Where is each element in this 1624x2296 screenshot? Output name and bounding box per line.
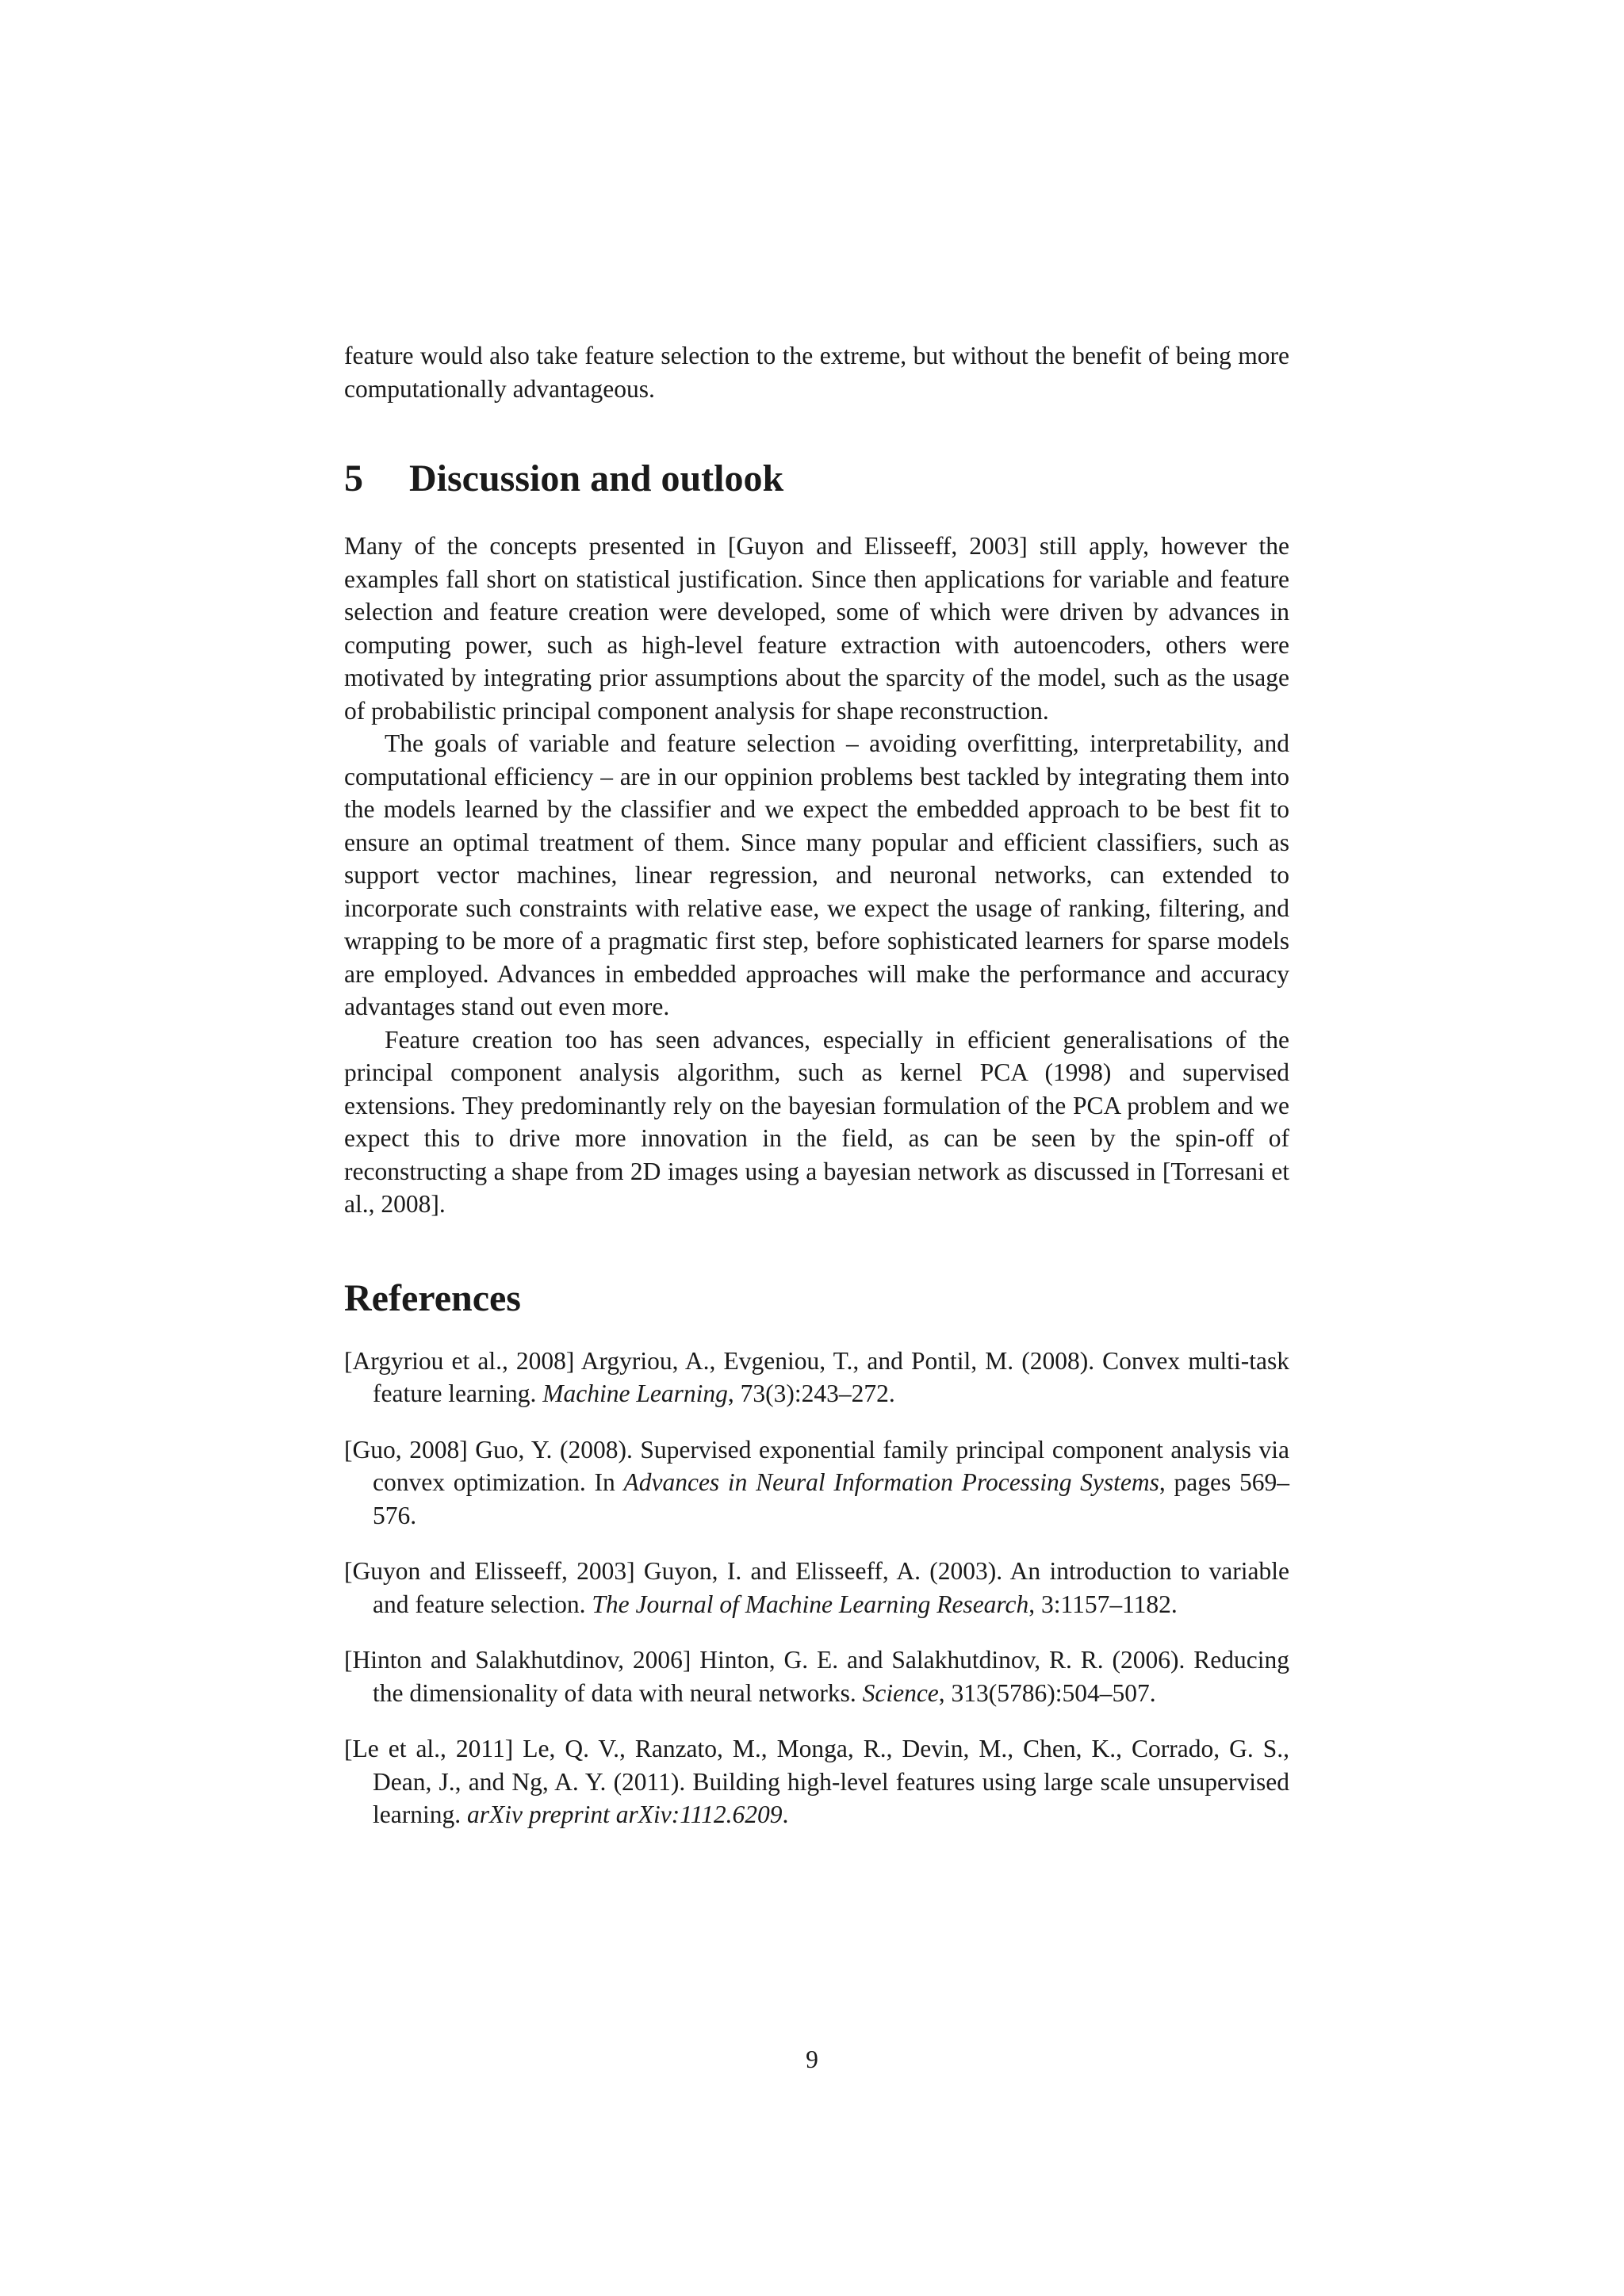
references-heading: References [344,1276,521,1319]
reference-details: , 313(5786):504–507. [938,1678,1156,1707]
intro-paragraph: feature would also take feature selection to the extreme, but without the benefit of being more computationally advantageous. [344,342,1289,403]
reference-details: . [782,1800,789,1828]
reference-list [344,1345,1289,1831]
paragraph: Feature creation too has seen advances, especially in efficient generalisations of the principal component analysis algorithm, such as kernel PCA (1998) and supervised extensions. They predominantly rely on the bayesian formulation of the PCA problem and we expect this to drive more innovation in the field, as can be seen by the spin-off of reconstructing a shape from 2D images using a bayesian network as discussed in [Torresani et al., 2008]. [344,1025,1289,1218]
reference-text: [Argyriou et al., 2008] Argyriou, A., Evgeniou, T., and Pontil, M. (2008). Convex multi-task feature learning. [344,1346,1289,1407]
reference-text: [Guyon and Elisseeff, 2003] Guyon, I. and Elisseeff, A. (2003). An introduction to variable and feature selection. [344,1557,1289,1618]
reference-item [344,1732,1289,1831]
reference-item [344,1345,1289,1410]
reference-text: [Guo, 2008] Guo, Y. (2008). Supervised exponential family principal component analysis via convex optimization. In [344,1435,1289,1496]
page-content [344,339,1289,1854]
page-number: 9 [806,2045,818,2073]
section-number: 5 [344,457,363,499]
reference-venue: Advances in Neural Information Processing Systems [623,1468,1159,1496]
reference-text: [Hinton and Salakhutdinov, 2006] Hinton, G. E. and Salakhutdinov, R. R. (2006). Reducing the dimensionality of data with neural networks. [344,1646,1289,1707]
reference-venue: Science [862,1678,939,1707]
section-heading [344,455,1289,503]
paragraph: The goals of variable and feature selection – avoiding overfitting, interpretability, and computational efficiency – are in our oppinion problems best tackled by integrating them into the models learned by the classifier and we expect the embedded approach to be best fit to ensure an optimal treatment of them. Since many popular and efficient classifiers, such as support vector machines, linear regression, and neuronal networks, can extended to incorporate such constraints with relative ease, we expect the usage of ranking, filtering, and wrapping to be more of a pragmatic first step, before sophisticated learners for sparse models are employed. Advances in embedded approaches will make the performance and accuracy advantages stand out even more. [344,729,1289,1020]
reference-venue: arXiv preprint arXiv:1112.6209 [466,1800,783,1828]
reference-item [344,1644,1289,1709]
reference-details: , 73(3):243–272. [727,1380,895,1407]
reference-item [344,1555,1289,1621]
reference-venue: Machine Learning [542,1380,728,1407]
paragraph: Many of the concepts presented in [Guyon and Elisseeff, 2003] still apply, however the examples fall short on statistical justification. Since then applications for variable and feature selection and feature creation were developed, some of which were driven by advances in computing power, such as high-level feature extraction with autoencoders, others were motivated by integrating prior assumptions about the sparcity of the model, such as the usage of probabilistic principal component analysis for shape reconstruction. [344,532,1289,725]
reference-details: , 3:1157–1182. [1028,1590,1178,1618]
reference-text: [Le et al., 2011] Le, Q. V., Ranzato, M., Monga, R., Devin, M., Chen, K., Corrado, G. S., Dean, J., and Ng, A. Y. (2011). Building high-level features using large scale unsupervised learning. [344,1735,1289,1828]
reference-details: , pages 569–576. [373,1468,1289,1529]
reference-item [344,1433,1289,1533]
reference-venue: The Journal of Machine Learning Research [592,1590,1029,1618]
section-title: Discussion and outlook [409,457,784,499]
